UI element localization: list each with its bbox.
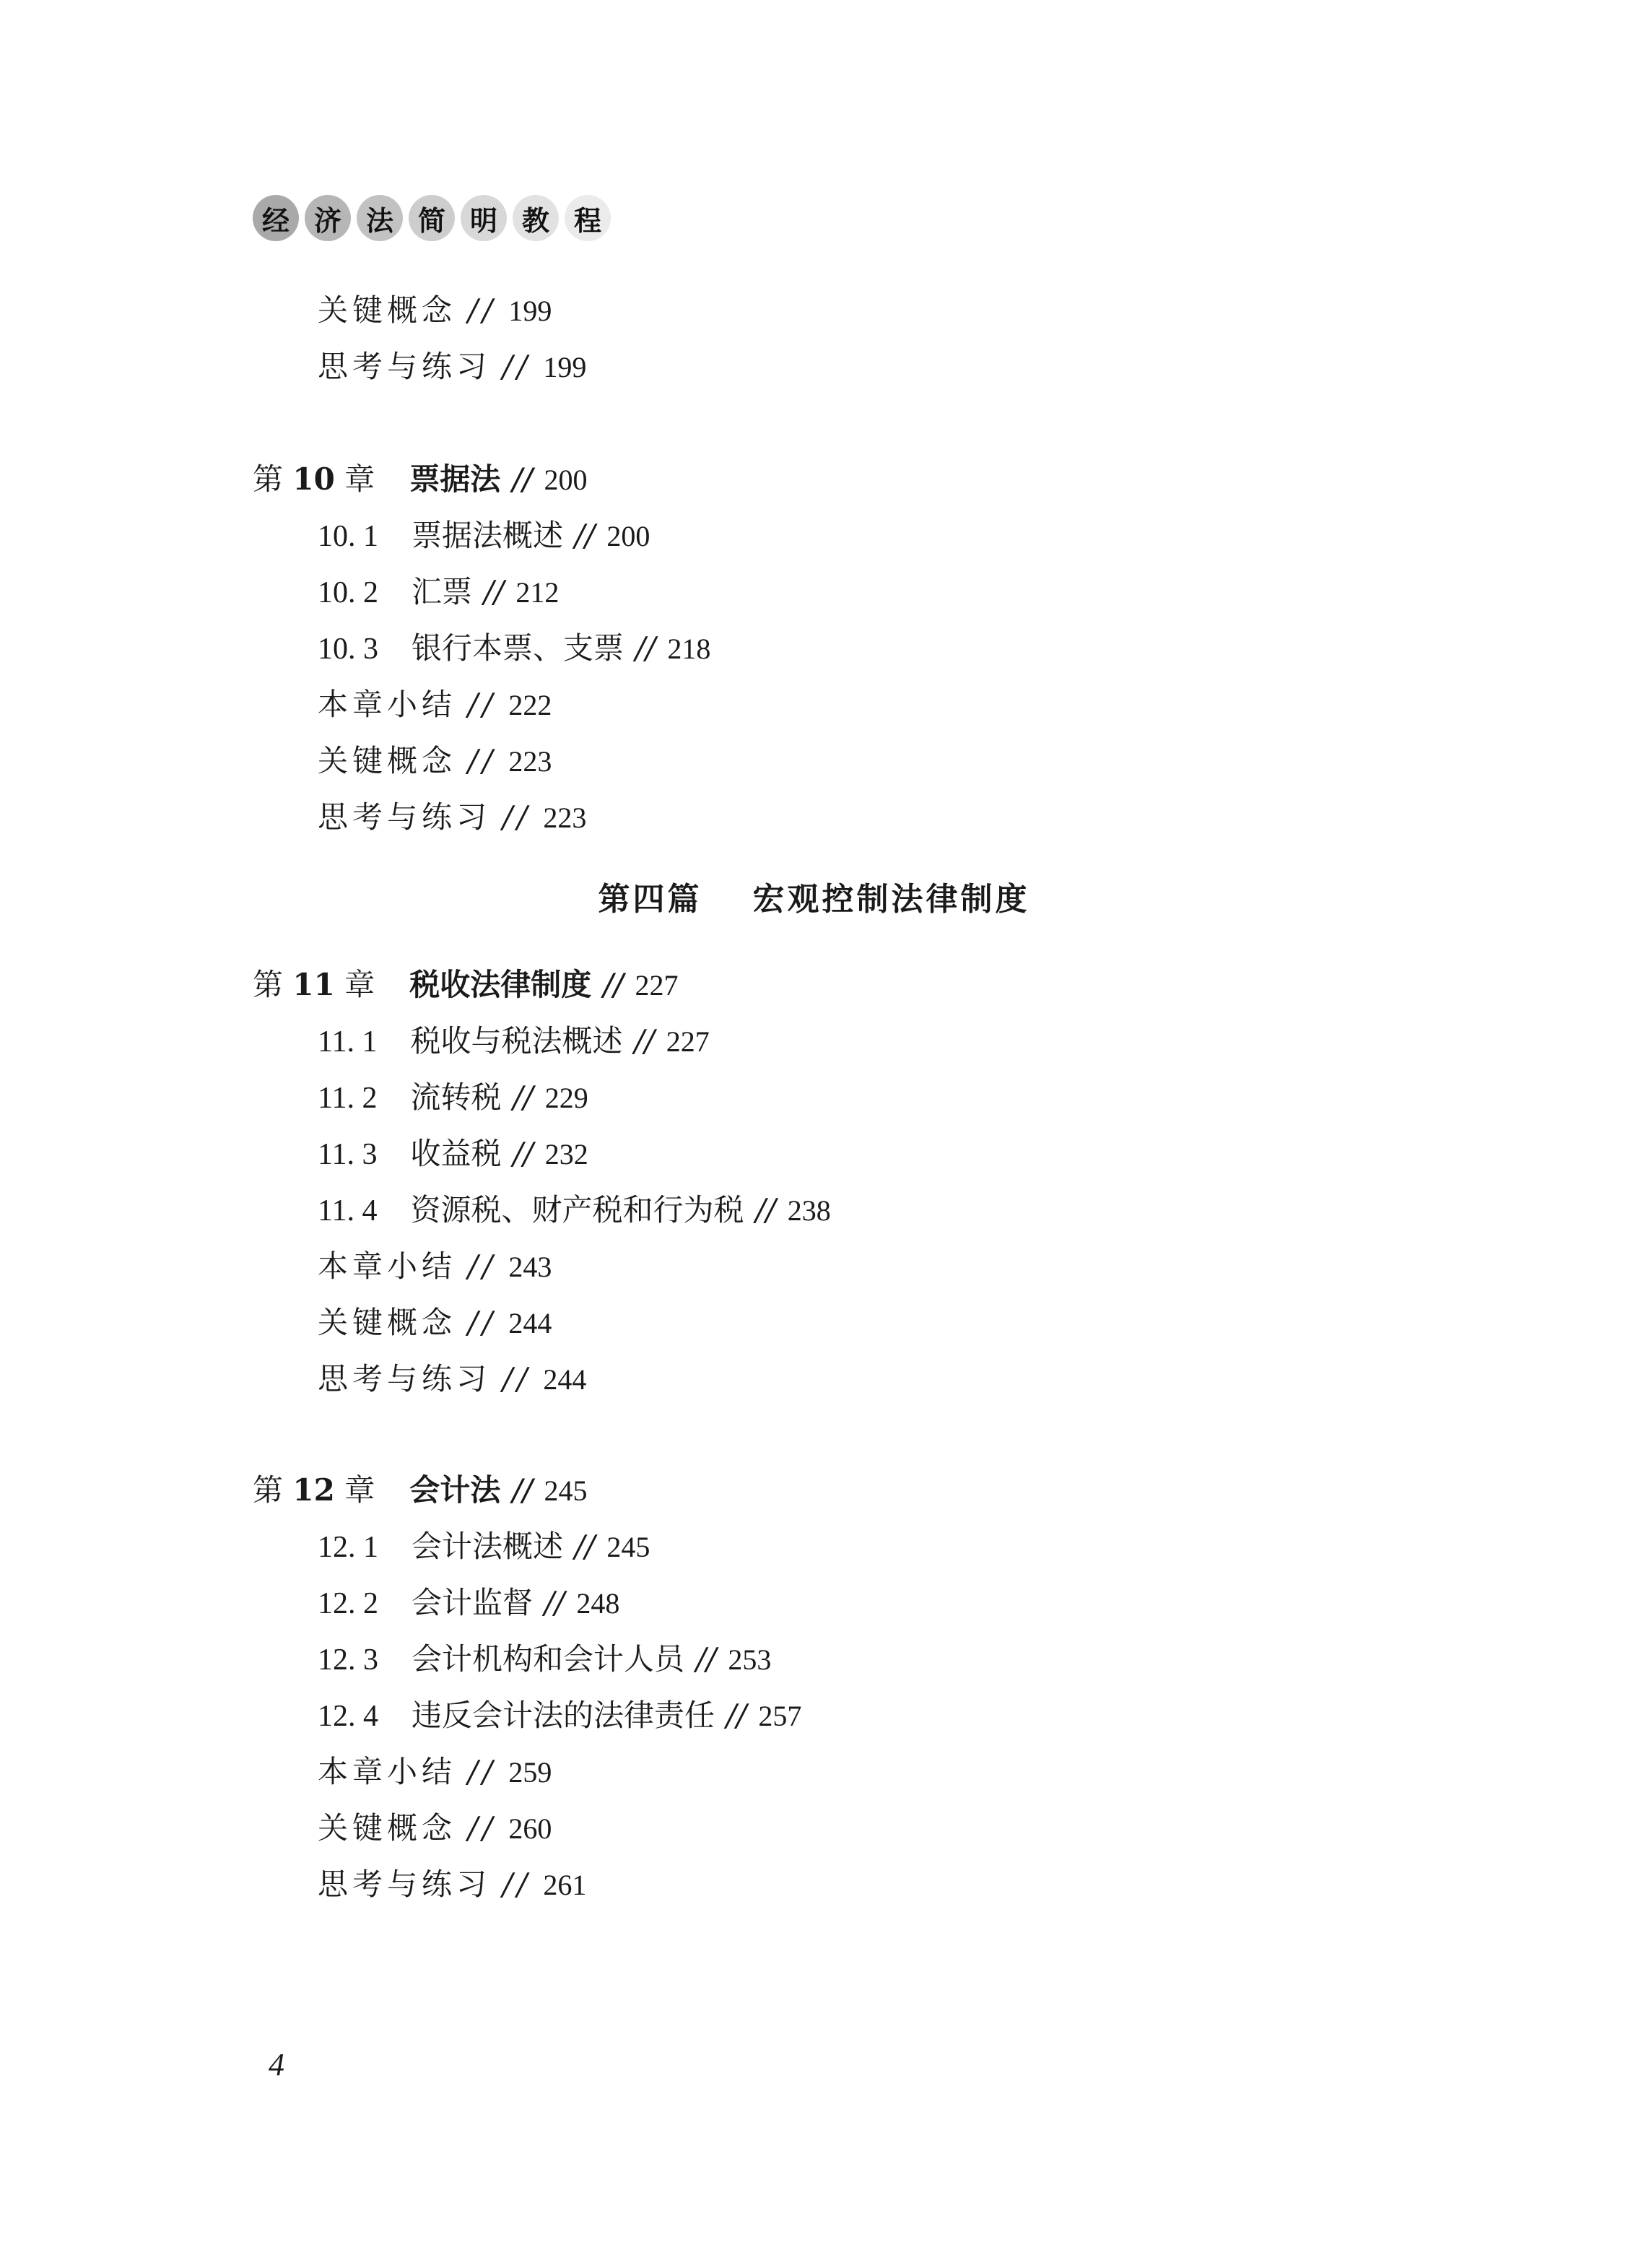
separator: // <box>755 1192 776 1228</box>
section-title: 会计机构和会计人员 <box>412 1641 685 1677</box>
separator: // <box>468 1248 497 1284</box>
entry-label: 本章小结 <box>318 687 457 722</box>
toc-entry-exercises[interactable] <box>318 1863 586 1907</box>
toc-section[interactable] <box>318 514 650 558</box>
separator: // <box>468 687 497 722</box>
toc-entry-exercises[interactable] <box>318 345 586 389</box>
page-ref: 232 <box>544 1138 588 1170</box>
toc-entry-key-concepts[interactable] <box>318 1807 552 1851</box>
entry-label: 关键概念 <box>318 1305 457 1340</box>
separator: // <box>468 743 497 778</box>
separator: // <box>512 461 533 497</box>
entry-label: 本章小结 <box>318 1248 457 1284</box>
chapter-suffix: 章 <box>344 461 375 497</box>
page-ref: 261 <box>543 1869 587 1901</box>
chapter-suffix: 章 <box>344 967 375 1002</box>
entry-label: 本章小结 <box>318 1754 457 1789</box>
page-ref: 248 <box>576 1587 620 1620</box>
toc-section[interactable] <box>318 1132 588 1176</box>
toc-section[interactable] <box>318 570 559 614</box>
section-title: 流转税 <box>410 1079 502 1115</box>
part-heading <box>0 878 1628 921</box>
separator: // <box>502 799 532 835</box>
section-number: 10. 3 <box>318 633 378 666</box>
toc-entry-summary[interactable] <box>318 683 552 727</box>
chapter-number: 11 <box>292 967 335 1002</box>
page-ref: 227 <box>635 969 679 1002</box>
section-title: 会计法概述 <box>412 1529 564 1564</box>
separator: // <box>468 1305 497 1340</box>
page-number: 4 <box>269 2047 284 2082</box>
separator: // <box>502 349 532 384</box>
section-number: 12. 2 <box>318 1587 378 1620</box>
separator: // <box>468 292 497 328</box>
toc-section[interactable] <box>318 1638 771 1682</box>
entry-label: 关键概念 <box>318 292 457 328</box>
separator: // <box>512 1472 533 1508</box>
page-ref: 212 <box>515 576 560 609</box>
entry-label: 思考与练习 <box>318 349 492 384</box>
section-title: 银行本票、支票 <box>412 630 624 666</box>
separator: // <box>468 1810 497 1846</box>
toc-section[interactable] <box>318 1020 710 1064</box>
page-ref: 244 <box>508 1307 552 1339</box>
page-ref: 257 <box>758 1700 802 1732</box>
toc-section[interactable] <box>318 1581 619 1625</box>
part-label: 第四篇 <box>598 881 702 918</box>
toc-section[interactable] <box>318 1076 588 1120</box>
page-ref: 244 <box>543 1363 587 1396</box>
page-ref: 243 <box>508 1251 552 1283</box>
section-title: 违反会计法的法律责任 <box>412 1698 715 1733</box>
separator: // <box>603 967 624 1002</box>
header-char: 程 <box>565 195 611 241</box>
header-char: 明 <box>461 195 507 241</box>
page-ref: 245 <box>544 1474 588 1507</box>
entry-label: 思考与练习 <box>318 799 492 835</box>
toc-entry-key-concepts[interactable] <box>318 289 552 333</box>
separator: // <box>502 1361 532 1396</box>
page-ref: 253 <box>728 1643 772 1676</box>
entry-label: 思考与练习 <box>318 1361 492 1396</box>
section-title: 资源税、财产税和行为税 <box>410 1192 744 1228</box>
section-number: 11. 1 <box>318 1025 378 1059</box>
separator: // <box>635 630 656 666</box>
section-number: 12. 3 <box>318 1643 378 1677</box>
chapter-number: 12 <box>292 1472 335 1508</box>
separator: // <box>575 1529 596 1564</box>
page-ref: 260 <box>508 1812 552 1845</box>
section-number: 11. 2 <box>318 1082 378 1115</box>
separator: // <box>544 1585 565 1620</box>
page-ref: 200 <box>544 464 588 496</box>
page-ref: 227 <box>666 1025 710 1058</box>
header-char: 法 <box>357 195 403 241</box>
section-number: 12. 1 <box>318 1531 378 1564</box>
toc-chapter-12[interactable] <box>253 1469 588 1513</box>
toc-section[interactable] <box>318 1694 801 1738</box>
section-title: 税收与税法概述 <box>410 1023 623 1059</box>
separator: // <box>634 1023 655 1059</box>
chapter-prefix: 第 <box>253 461 284 497</box>
toc-chapter-10[interactable] <box>253 458 588 502</box>
separator: // <box>696 1641 717 1677</box>
page-ref: 238 <box>787 1194 831 1227</box>
toc-entry-key-concepts[interactable] <box>318 1301 552 1345</box>
separator: // <box>726 1698 747 1733</box>
header-char: 教 <box>513 195 559 241</box>
page-ref: 223 <box>543 801 587 834</box>
section-number: 12. 4 <box>318 1700 378 1733</box>
chapter-prefix: 第 <box>253 1472 284 1508</box>
toc-entry-summary[interactable] <box>318 1245 552 1289</box>
header-char: 经 <box>253 195 299 241</box>
page-ref: 223 <box>508 745 552 778</box>
toc-entry-summary[interactable] <box>318 1750 552 1794</box>
entry-label: 关键概念 <box>318 743 457 778</box>
toc-entry-exercises[interactable] <box>318 1357 586 1402</box>
separator: // <box>513 1079 534 1115</box>
page-ref: 199 <box>543 351 587 383</box>
header-char: 济 <box>305 195 351 241</box>
section-title: 汇票 <box>412 574 473 609</box>
entry-label: 关键概念 <box>318 1810 457 1846</box>
toc-chapter-11[interactable] <box>253 963 679 1007</box>
separator: // <box>484 574 505 609</box>
chapter-title: 会计法 <box>409 1472 501 1508</box>
chapter-title: 税收法律制度 <box>409 967 592 1002</box>
entry-label: 思考与练习 <box>318 1867 492 1902</box>
page-ref: 245 <box>606 1531 650 1563</box>
toc-entry-exercises[interactable] <box>318 796 586 840</box>
page-ref: 218 <box>667 633 711 665</box>
section-number: 11. 3 <box>318 1138 378 1171</box>
separator: // <box>513 1136 534 1171</box>
separator: // <box>575 518 596 553</box>
page-ref: 199 <box>508 295 552 327</box>
section-number: 11. 4 <box>318 1194 378 1228</box>
chapter-prefix: 第 <box>253 967 284 1002</box>
section-title: 票据法概述 <box>412 518 564 553</box>
toc-section[interactable] <box>318 627 710 671</box>
toc-section[interactable] <box>318 1525 650 1569</box>
running-header <box>253 195 611 241</box>
section-title: 会计监督 <box>412 1585 534 1620</box>
toc-section[interactable] <box>318 1189 831 1233</box>
chapter-title: 票据法 <box>409 461 501 497</box>
chapter-suffix: 章 <box>344 1472 375 1508</box>
section-title: 收益税 <box>410 1136 502 1171</box>
page-ref: 229 <box>544 1082 588 1114</box>
page-ref: 222 <box>508 689 552 721</box>
part-title: 宏观控制法律制度 <box>752 881 1030 918</box>
separator: // <box>502 1867 532 1902</box>
toc-entry-key-concepts[interactable] <box>318 739 552 783</box>
section-number: 10. 2 <box>318 576 378 609</box>
header-char: 简 <box>409 195 455 241</box>
chapter-number: 10 <box>292 461 335 497</box>
section-number: 10. 1 <box>318 520 378 553</box>
page-ref: 259 <box>508 1756 552 1789</box>
page-ref: 200 <box>606 520 650 552</box>
separator: // <box>468 1754 497 1789</box>
